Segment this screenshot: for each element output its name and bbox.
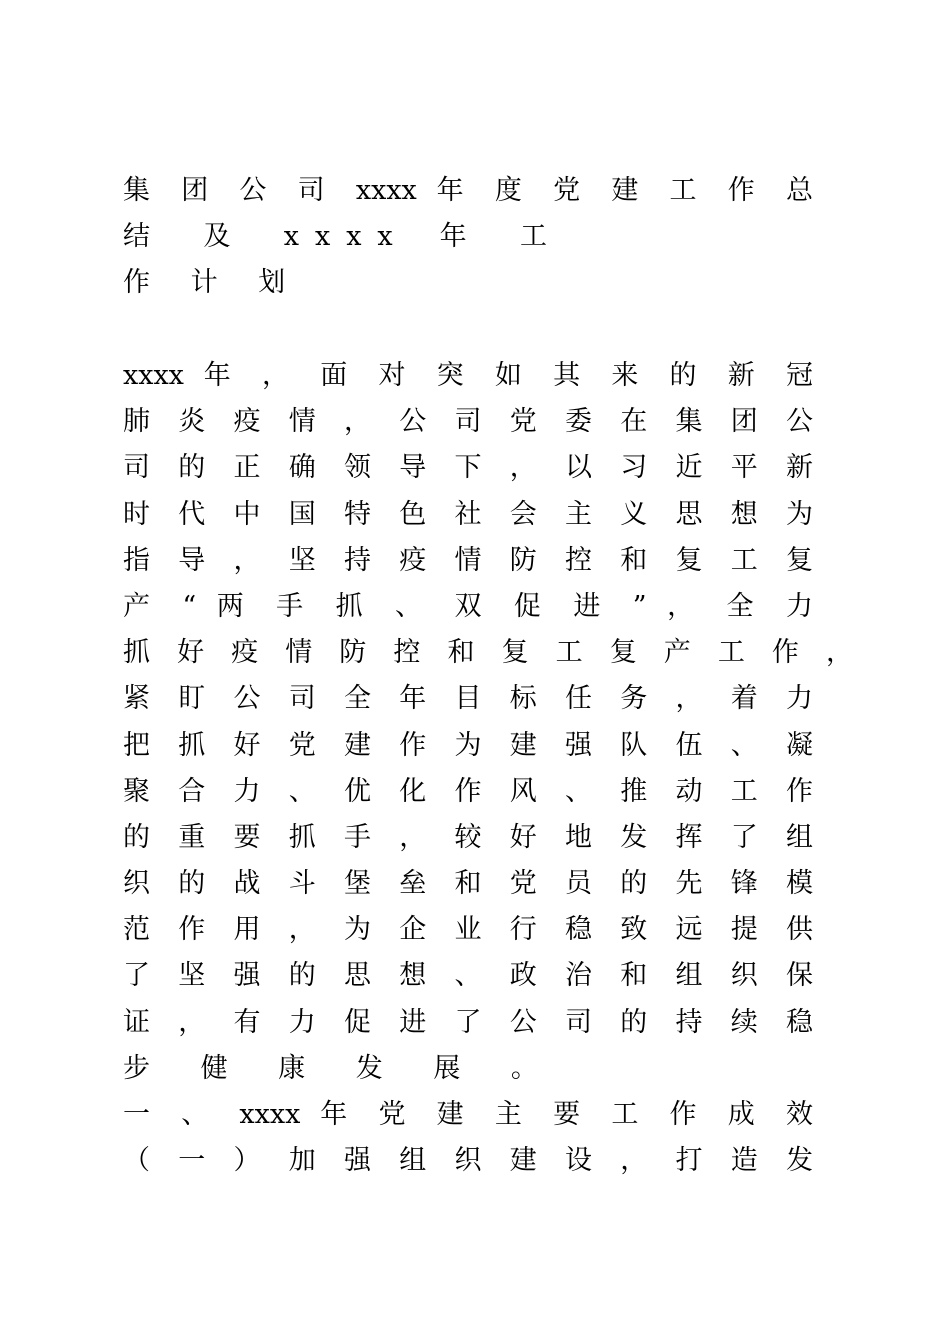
body-line: 指 导 ， 坚 持 疫 情 防 控 和 复 工 复 — [123, 544, 813, 576]
body-line: 聚 合 力 、 优 化 作 风 、 推 动 工 作 — [123, 775, 813, 807]
title-line-1: 集 团 公 司 xxxx 年 度 党 建 工 作 总 — [123, 175, 813, 206]
body-line: 证 ， 有 力 促 进 了 公 司 的 持 续 稳 — [123, 1006, 813, 1038]
document-body — [123, 353, 853, 1184]
body-line: 的 重 要 抓 手 ， 较 好 地 发 挥 了 组 — [123, 821, 813, 853]
body-line: 紧 盯 公 司 全 年 目 标 任 务 ， 着 力 — [123, 683, 813, 715]
document-title — [123, 168, 813, 306]
body-line: 织 的 战 斗 堡 垒 和 党 员 的 先 锋 模 — [123, 868, 813, 900]
body-line: 时 代 中 国 特 色 社 会 主 义 思 想 为 — [123, 498, 813, 530]
body-line: xxxx 年 ， 面 对 突 如 其 来 的 新 冠 — [123, 360, 813, 391]
subsection-heading: （ 一 ） 加 强 组 织 建 设 ， 打 造 发 — [123, 1145, 813, 1177]
body-line: 抓 好 疫 情 防 控 和 复 工 复 产 工 作 ， — [123, 637, 853, 669]
title-line-2: 结 及 xxxx 年 工 作 计 划 — [123, 221, 563, 298]
section-heading: 一 、 xxxx 年 党 建 主 要 工 作 成 效 — [123, 1099, 813, 1130]
body-line: 肺 炎 疫 情 ， 公 司 党 委 在 集 团 公 — [123, 406, 813, 438]
body-line: 产 “ 两 手 抓 、 双 促 进 ” ， 全 力 — [123, 590, 813, 622]
body-line: 司 的 正 确 领 导 下 ， 以 习 近 平 新 — [123, 452, 813, 484]
body-line: 了 坚 强 的 思 想 、 政 治 和 组 织 保 — [123, 960, 813, 992]
body-line: 把 抓 好 党 建 作 为 建 强 队 伍 、 凝 — [123, 729, 813, 761]
body-line: 范 作 用 ， 为 企 业 行 稳 致 远 提 供 — [123, 914, 813, 946]
body-line: 步 健 康 发 展 。 — [123, 1052, 559, 1084]
